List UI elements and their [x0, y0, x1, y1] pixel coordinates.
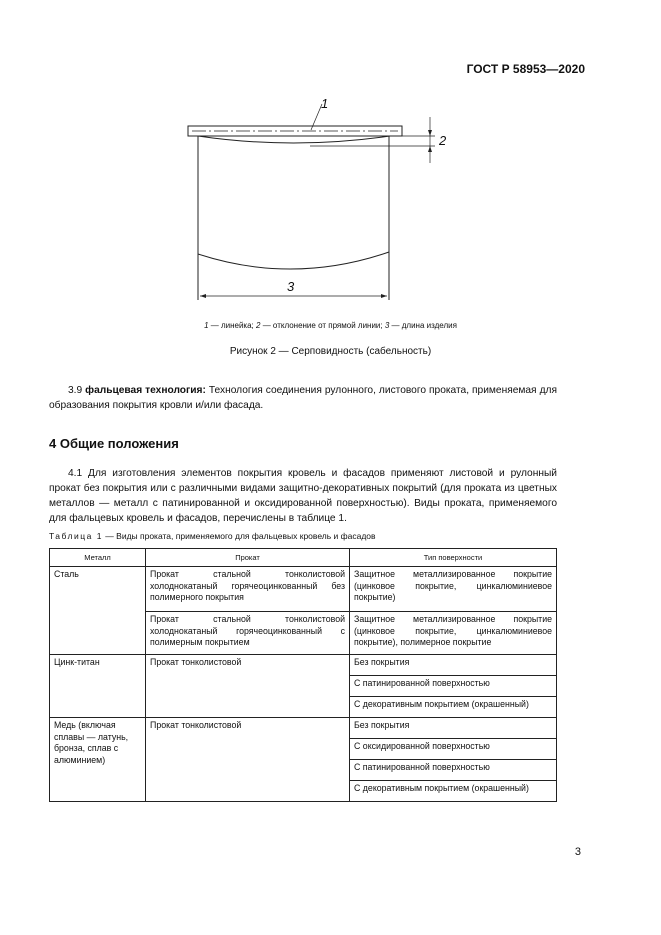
figure-label-2: 2	[439, 133, 447, 148]
table-row: Цинк-титан Прокат тонколистовой Без покрытия	[50, 655, 557, 676]
top-edge-curve	[198, 136, 390, 143]
table-row: Сталь Прокат стальной тонколистовой холоднокатаный горячеоцинкованный без полимерного покрытия Защитное металлизированное покрытие (цинковое покрытие, цинкалюминиевое покрытие)	[50, 567, 557, 612]
table-row: С оксидированной поверхностью	[50, 739, 557, 760]
paragraph-4-1: 4.1 Для изготовления элементов покрытия кровель и фасадов применяют листовой и рулонный прокат без покрытия или с различными видами защитно-декоративных покрытий (для проката из цветных металлов — металл с патинированной и оксидированной поверхностью). Виды проката, применяемого для фальцевых кровель и фасадов, перечислены в таблице 1.	[49, 468, 557, 524]
table-row: С декоративным покрытием (окрашенный)	[50, 697, 557, 718]
document-id: ГОСТ Р 58953—2020	[466, 62, 585, 76]
figure-label-3: 3	[287, 279, 295, 294]
page-number: 3	[574, 846, 581, 858]
figure-sabre-drawing	[0, 0, 661, 320]
figure-label-1: 1	[321, 96, 329, 111]
definition-3-9: 3.9 фальцевая технология: Технология соединения рулонного, листового проката, применяемая для образования покрытия кровли и/или фасада.	[49, 385, 557, 411]
table-row: С патинированной поверхностью	[50, 760, 557, 781]
bottom-edge-curve	[198, 252, 389, 269]
table-rolled-products	[49, 548, 557, 802]
figure-caption: Рисунок 2 — Серповидность (сабельность)	[229, 346, 432, 357]
table-row: Медь (включая сплавы — латунь, бронза, сплав с алюминием) Прокат тонколистовой Без покрытия	[50, 718, 557, 739]
section-heading: 4 Общие положения	[49, 436, 179, 451]
figure-legend: 1 — линейка; 2 — отклонение от прямой линии; 3 — длина изделия	[204, 321, 457, 330]
table-header-row: Металл Прокат Тип поверхности	[50, 549, 557, 567]
table-row: С патинированной поверхностью	[50, 676, 557, 697]
table-caption: Таблица 1 — Виды проката, применяемого для фальцевых кровель и фасадов	[49, 531, 376, 541]
table-row: С декоративным покрытием (окрашенный)	[50, 781, 557, 802]
table-row: Прокат стальной тонколистовой холоднокатаный горячеоцинкованный с полимерным покрытием Защитное металлизированное покрытие (цинковое покрытие, цинкалюминиевое покрытие), полимерное покрытие	[50, 612, 557, 655]
